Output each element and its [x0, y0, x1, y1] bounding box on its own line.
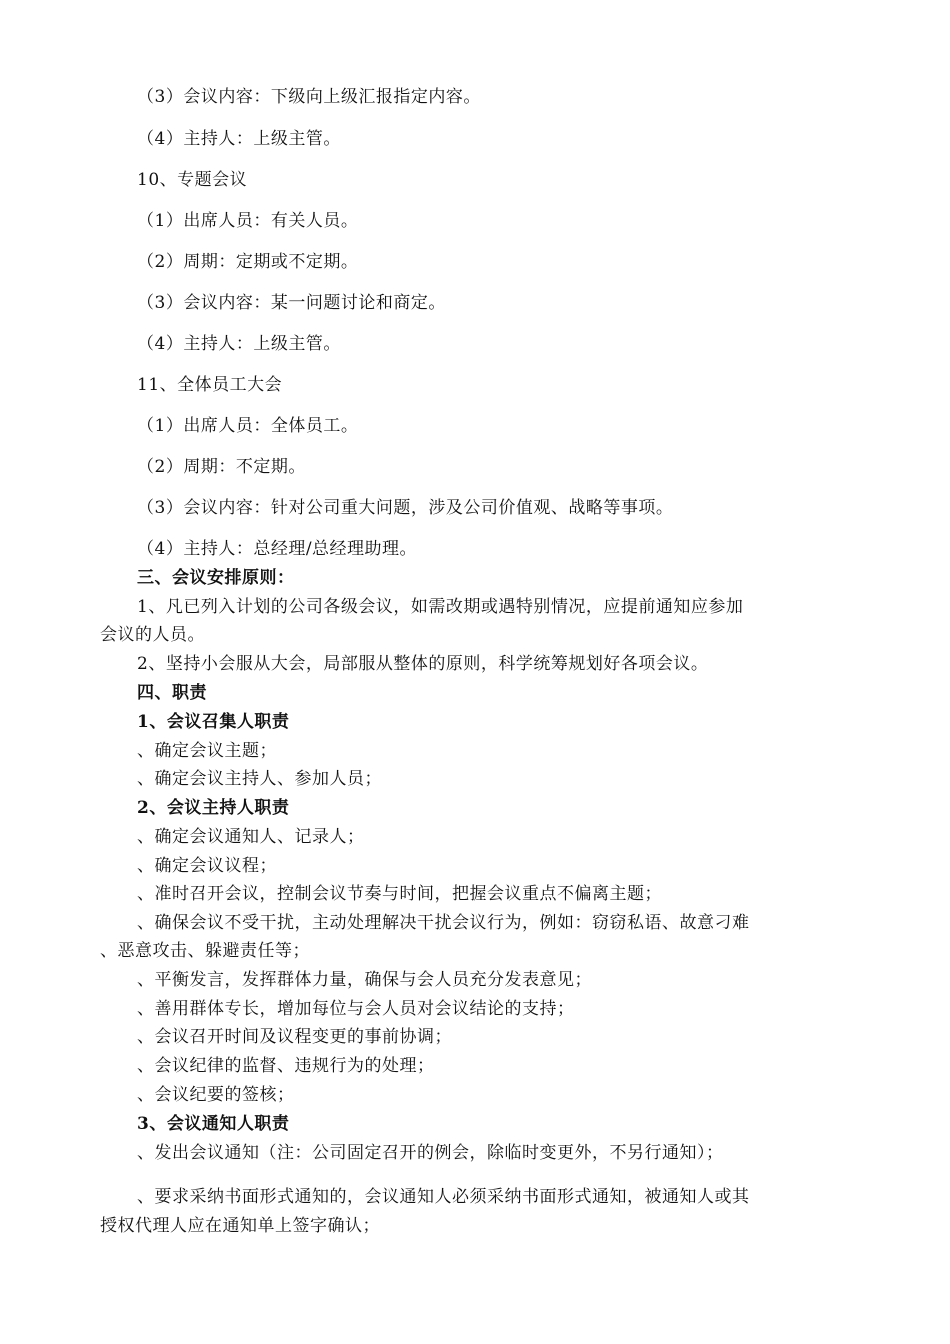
notifier-item: 、要求采纳书面形式通知的，会议通知人必须采纳书面形式通知，被通知人或其 — [137, 1187, 750, 1207]
meeting11-title: 11、全体员工大会 — [137, 375, 283, 395]
host-duty-item-continuation: 、恶意攻击、躲避责任等； — [100, 941, 310, 961]
host-duty-item: 、准时召开会议，控制会议节奏与时间，把握会议重点不偏离主题； — [137, 884, 662, 904]
host-duty-item: 、确定会议通知人、记录人； — [137, 827, 365, 847]
section3-paragraph1-line2: 会议的人员。 — [100, 625, 205, 645]
meeting10-title: 10、专题会议 — [137, 170, 248, 190]
convener-item: 、确定会议主持人、参加人员； — [137, 769, 382, 789]
notifier-heading: 3、会议通知人职责 — [137, 1114, 290, 1134]
meeting11-host: （4）主持人：总经理/总经理助理。 — [137, 539, 418, 559]
notifier-item-continuation: 授权代理人应在通知单上签字确认； — [100, 1216, 380, 1236]
meeting9-content: （3）会议内容：下级向上级汇报指定内容。 — [137, 87, 481, 107]
meeting10-host: （4）主持人：上级主管。 — [137, 334, 341, 354]
host-duty-item: 、会议纪要的签核； — [137, 1085, 295, 1105]
meeting11-attendees: （1）出席人员：全体员工。 — [137, 416, 359, 436]
meeting11-content: （3）会议内容：针对公司重大问题，涉及公司价值观、战略等事项。 — [137, 498, 674, 518]
section3-paragraph1-line1: 1、凡已列入计划的公司各级会议，如需改期或遇特别情况，应提前通知应参加 — [137, 597, 744, 617]
host-duty-item: 、会议纪律的监督、违规行为的处理； — [137, 1056, 435, 1076]
convener-heading: 1、会议召集人职责 — [137, 712, 290, 732]
section3-heading: 三、会议安排原则： — [137, 568, 295, 588]
meeting9-host: （4）主持人：上级主管。 — [137, 129, 341, 149]
host-duty-item: 、善用群体专长，增加每位与会人员对会议结论的支持； — [137, 999, 575, 1019]
host-duty-item: 、会议召开时间及议程变更的事前协调； — [137, 1027, 452, 1047]
host-duties-heading: 2、会议主持人职责 — [137, 798, 290, 818]
section3-paragraph2: 2、坚持小会服从大会，局部服从整体的原则，科学统筹规划好各项会议。 — [137, 654, 709, 674]
section4-heading: 四、职责 — [137, 683, 207, 703]
meeting10-content: （3）会议内容：某一问题讨论和商定。 — [137, 293, 446, 313]
meeting11-period: （2）周期：不定期。 — [137, 457, 306, 477]
convener-item: 、确定会议主题； — [137, 741, 277, 761]
meeting10-attendees: （1）出席人员：有关人员。 — [137, 211, 359, 231]
host-duty-item: 、平衡发言，发挥群体力量，确保与会人员充分发表意见； — [137, 970, 592, 990]
host-duty-item: 、确定会议议程； — [137, 856, 277, 876]
meeting10-period: （2）周期：定期或不定期。 — [137, 252, 359, 272]
host-duty-item: 、确保会议不受干扰，主动处理解决干扰会议行为，例如：窃窃私语、故意刁难 — [137, 913, 750, 933]
notifier-item: 、发出会议通知（注：公司固定召开的例会，除临时变更外，不另行通知）； — [137, 1143, 724, 1163]
